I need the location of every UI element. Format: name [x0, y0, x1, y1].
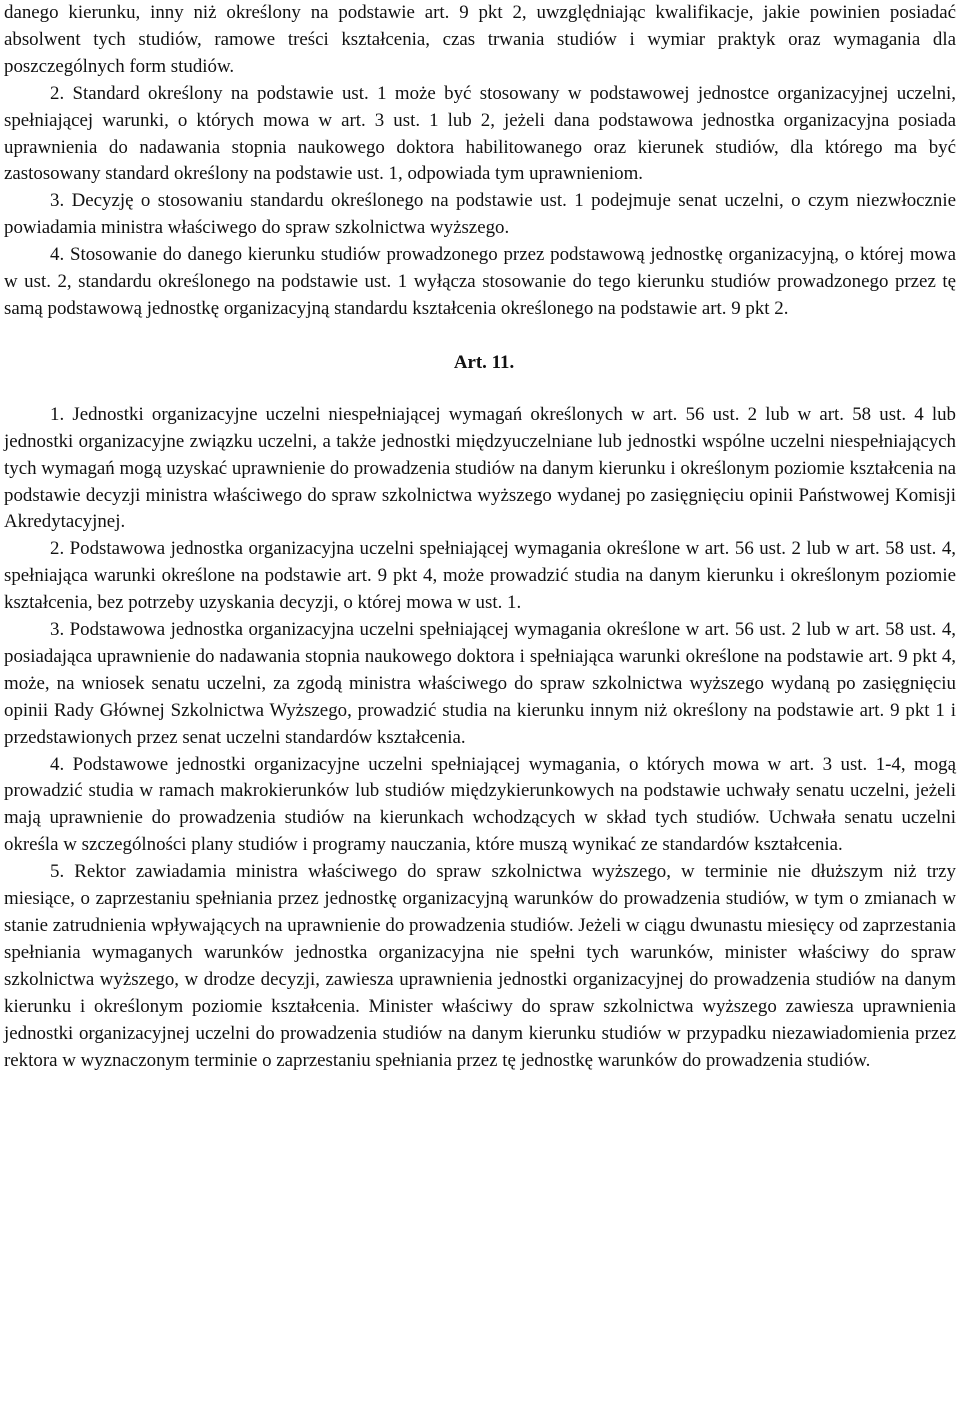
paragraph-ust-2: 2. Standard określony na podstawie ust. 1 może być stosowany w podstawowej jednostce organizacyjnej uczelni, spełniającej warunki, o których mowa w art. 3 ust. 1 lub 2, jeżeli dana podstawowa jednostka organizacyjna posiada uprawnienia do nadawania stopnia naukowego doktora habilitowanego oraz kierunek studiów, dla którego ma być zastosowany standard określony na podstawie ust. 1, odpowiada tym uprawnieniom.: [4, 82, 956, 185]
paragraph-ust-3: 3. Decyzję o stosowaniu standardu określonego na podstawie ust. 1 podejmuje senat uczelni, o czym niezwłocznie powiadamia ministra właściwego do spraw szkolnictwa wyższego.: [4, 190, 956, 239]
paragraph-ust-4: 4. Stosowanie do danego kierunku studiów prowadzonego przez podstawową jednostkę organizacyjną, o której mowa w ust. 2, standardu określonego na podstawie ust. 1 wyłącza stosowanie do tego kierunku studiów prowadzonego przez tę samą podstawową jednostkę organizacyjną standardu kształcenia określonego na podstawie art. 9 pkt 2.: [4, 244, 956, 319]
document-page: [4, 0, 956, 1074]
article-paragraph-4: 4. Podstawowe jednostki organizacyjne uczelni spełniającej wymagania, o których mowa w art. 3 ust. 1-4, mogą prowadzić studia w ramach makrokierunków lub studiów międzykierunkowych na podstawie uchwały senatu uczelni, jeżeli mają uprawnienie do prowadzenia studiów na kierunkach wchodzących w skład tych studiów. Uchwała senatu uczelni określa w szczególności plany studiów i programy nauczania, które muszą wynikać ze standardów kształcenia.: [4, 753, 956, 856]
article-paragraph-3: 3. Podstawowa jednostka organizacyjna uczelni spełniającej wymagania określone w art. 56 ust. 2 lub w art. 58 ust. 4, posiadająca uprawnienie do nadawania stopnia naukowego doktora i spełniająca warunki określone na podstawie art. 9 pkt 4, może, na wniosek senatu uczelni, za zgodą ministra właściwego do spraw szkolnictwa wyższego wydaną po zasięgnięciu opinii Rady Głównej Szkolnictwa Wyższego, prowadzić studia na kierunku innym niż określony na podstawie art. 9 pkt 1 i przedstawionych przez senat uczelni standardów kształcenia.: [4, 619, 956, 748]
article-heading-text: Art. 11.: [453, 351, 515, 373]
paragraph-continuation: danego kierunku, inny niż określony na podstawie art. 9 pkt 2, uwzględniając kwalifikacje, jakie powinien posiadać absolwent tych studiów, ramowe treści kształcenia, czas trwania studiów i wymiar praktyk oraz wymagania dla poszczególnych form studiów.: [4, 2, 956, 77]
article-paragraph-1: 1. Jednostki organizacyjne uczelni niespełniającej wymagań określonych w art. 56 ust. 2 lub w art. 58 ust. 4 lub jednostki organizacyjne związku uczelni, a także jednostki międzyuczelniane lub jednostki wspólne uczelni niespełniających tych wymagań mogą uzyskać uprawnienie do prowadzenia studiów na danym kierunku i określonym poziomie kształcenia na podstawie decyzji ministra właściwego do spraw szkolnictwa wyższego wydanej po zasięgnięciu opinii Państwowej Komisji Akredytacyjnej.: [4, 403, 956, 533]
article-paragraph-5: 5. Rektor zawiadamia ministra właściwego do spraw szkolnictwa wyższego, w terminie nie dłuższym niż trzy miesiące, o zaprzestaniu spełniania przez jednostkę organizacyjną warunków do prowadzenia studiów, w tym o zmianach w stanie zatrudnienia wpływających na uprawnienie do prowadzenia studiów. Jeżeli w ciągu dwunastu miesięcy od zaprzestania spełniania wymaganych warunków jednostka organizacyjna nie spełni tych warunków, minister właściwy do spraw szkolnictwa wyższego, w drodze decyzji, zawiesza uprawnienia jednostki organizacyjnej do prowadzenia studiów na danym kierunku i określonym poziomie kształcenia. Minister właściwy do spraw szkolnictwa wyższego zawiesza uprawnienia jednostki organizacyjnej uczelni do prowadzenia studiów na danym kierunku studiów w przypadku niezawiadomienia przez rektora w wyznaczonym terminie o zaprzestaniu spełniania przez tę jednostkę warunków do prowadzenia studiów.: [4, 861, 956, 1071]
article-heading: [4, 323, 956, 402]
article-paragraph-2: 2. Podstawowa jednostka organizacyjna uczelni spełniającej wymagania określone w art. 56 ust. 2 lub w art. 58 ust. 4, spełniająca warunki określone na podstawie art. 9 pkt 4, może prowadzić studia na danym kierunku i określonym poziomie kształcenia, bez potrzeby uzyskania decyzji, o której mowa w ust. 1.: [4, 538, 956, 614]
